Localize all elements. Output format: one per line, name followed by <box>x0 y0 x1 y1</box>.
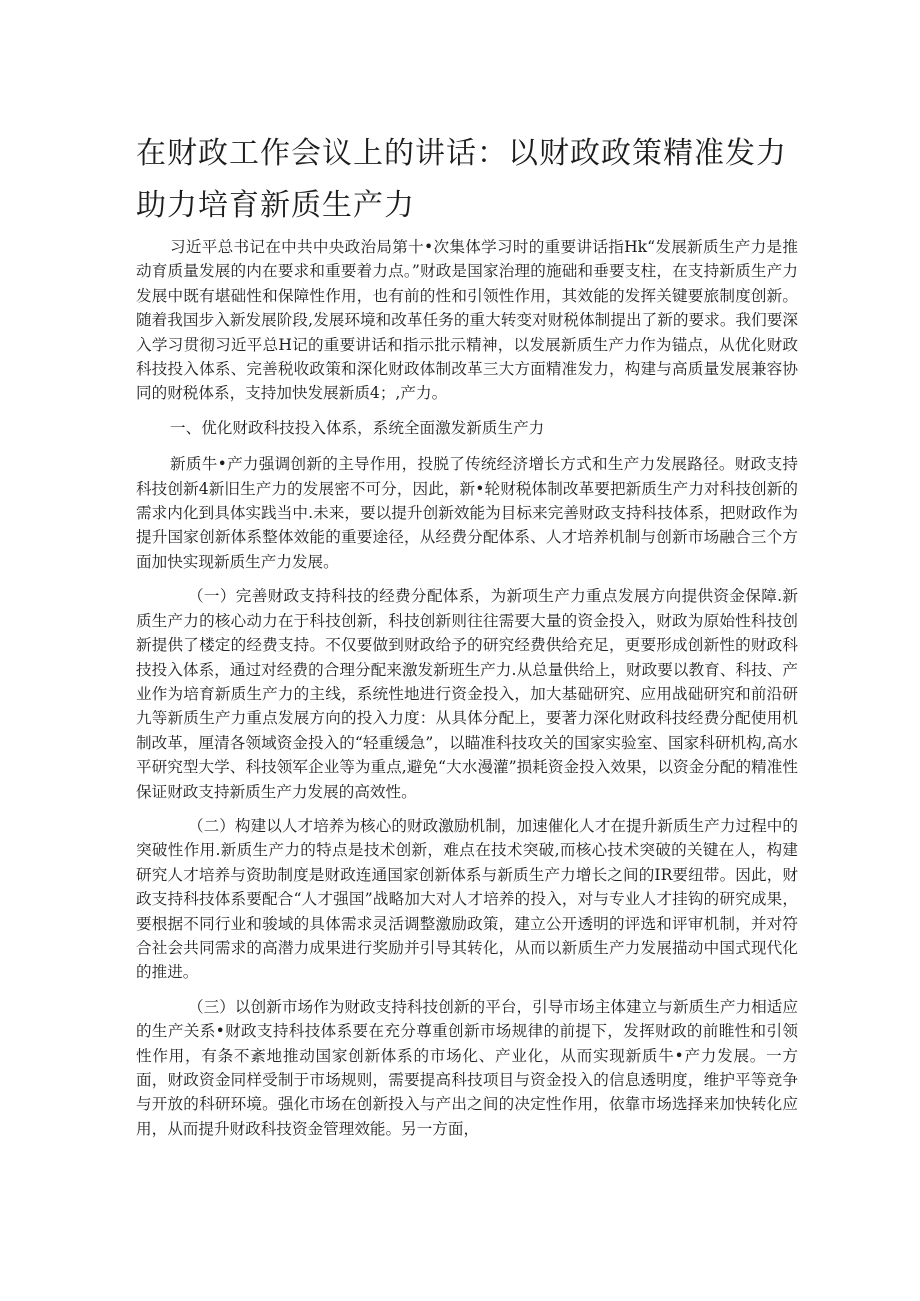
document-title: 在财政工作会议上的讲话：以财政政策精准发力助力培育新质生产力 <box>136 136 787 223</box>
document-body <box>136 235 798 1151</box>
intro-paragraph: 习近平总书记在中共中央政治局第十•次集体学习时的重要讲话指Hk“发展新质生产力是推动育质量发展的内在要求和重要着力点。”财政是国家治理的施础和垂要支柱，在支持新质生产力发展中既有堪础性和保障性作用，也有前的性和引领性作用，其效能的发挥关键要旅制度创新。随着我国步入新发展阶段,发展环境和改革任务的重大转变对财税体制提出了新的要求。我们要深入学习贯彻习近平总H记的重要讲话和指示批示精神，以发展新质生产力作为锚点，从优化财政科技投入体系、完善税收政策和深化财政体制改革三大方面精准发力，构建与高质量发展兼容协同的财税体系，支持加快发展新质4；,产力。 <box>136 238 798 403</box>
section-1-paragraph: 新质牛•产力强调创新的主导作用，投脱了传统经济增长方式和生产力发展路径。财政支持科技创新4新旧生产力的发展密不可分，因此，新•轮财税体制改革要把新质生产力对科技创新的需求内化到具体实践当中.未来，要以提升创新效能为目标来完善财政支持科技体系，把财政作为提升国家创新体系整体效能的重要途径，从经费分配体系、人才培养机制与创新市场融合三个方面加快实现新质生产力发展。 <box>136 455 798 571</box>
section-heading-1: 一、优化财政科技投入体系，系统全面激发新质生产力 <box>170 418 545 437</box>
subsection-2-paragraph: （二）构建以人才培养为核心的财政激励机制，加速催化人才在提升新质生产力过程中的突破性作用.新质生产力的特点是技术创新，难点在技术突破,而核心技术突破的关键在人，构建研究人才培养与资助制度是财政连通国家创新体系与新质生产力增长之间的IR要纽带。因此，财政支持科技体系要配合“人才强国”战略加大对人才培养的投入，对与专业人才挂钩的研究成果，要根据不同行业和骏域的具体需求灵活调整激励政策，建立公开透明的评选和评审机制，并对符合社会共同需求的高潜力成果进行奖励并引导其转化，从而以新质生产力发展描动中国式现代化的推进。 <box>136 816 798 982</box>
subsection-3-paragraph: （三）以创新市场作为财政支持科技创新的平台，引导市场主体建立与新质生产力相适应的生产关系•财政支持科技体系要在充分尊重创新市场规律的前提下，发挥财政的前睢性和引领性作用，有条不紊地推动国家创新体系的市场化、产业化，从而实现新质牛•产力发展。一方面，财政资金同样受制于市场规则，需要提高科技项目与资金投入的信息透明度，维护平等竞争与开放的科研环境。强化市场在创新投入与产出之间的决定性作用，依靠市场选择来加快转化应用，从而提升财政科技资金管理效能。另一方面， <box>136 997 798 1138</box>
subsection-1-paragraph: （一）完善财政支持科技的经费分配体系，为新项生产力重点发展方向提供资金保障.新质生产力的核心动力在于科技创新，科技创新则往往需要大量的资金投入，财政为原始性科技创新提供了楼定的经费支持。不仅要做到财政给予的研究经费供给充足，更要形成创新性的财政科技投入体系，通过对经费的合理分配来激发新班生产力.从总量供给上，财政要以教育、科技、产业作为培育新质生产力的主线，系统性地进行资金投入，加大基础研究、应用战础研究和前沿研九等新质生产力重点发展方向的投入力度：从具体分配上，要著力深化财政科技经费分配使用机制改革，厘清各领域资金投入的“轻重缓急”，以瞄准科技攻关的国家实验室、国家科研机构,高水平研究型大学、科技领军企业等为重点,避免“大水漫灌”损耗资金投入效果，以资金分配的精准性保证财政支持新质生产力发展的高效性。 <box>136 587 798 801</box>
